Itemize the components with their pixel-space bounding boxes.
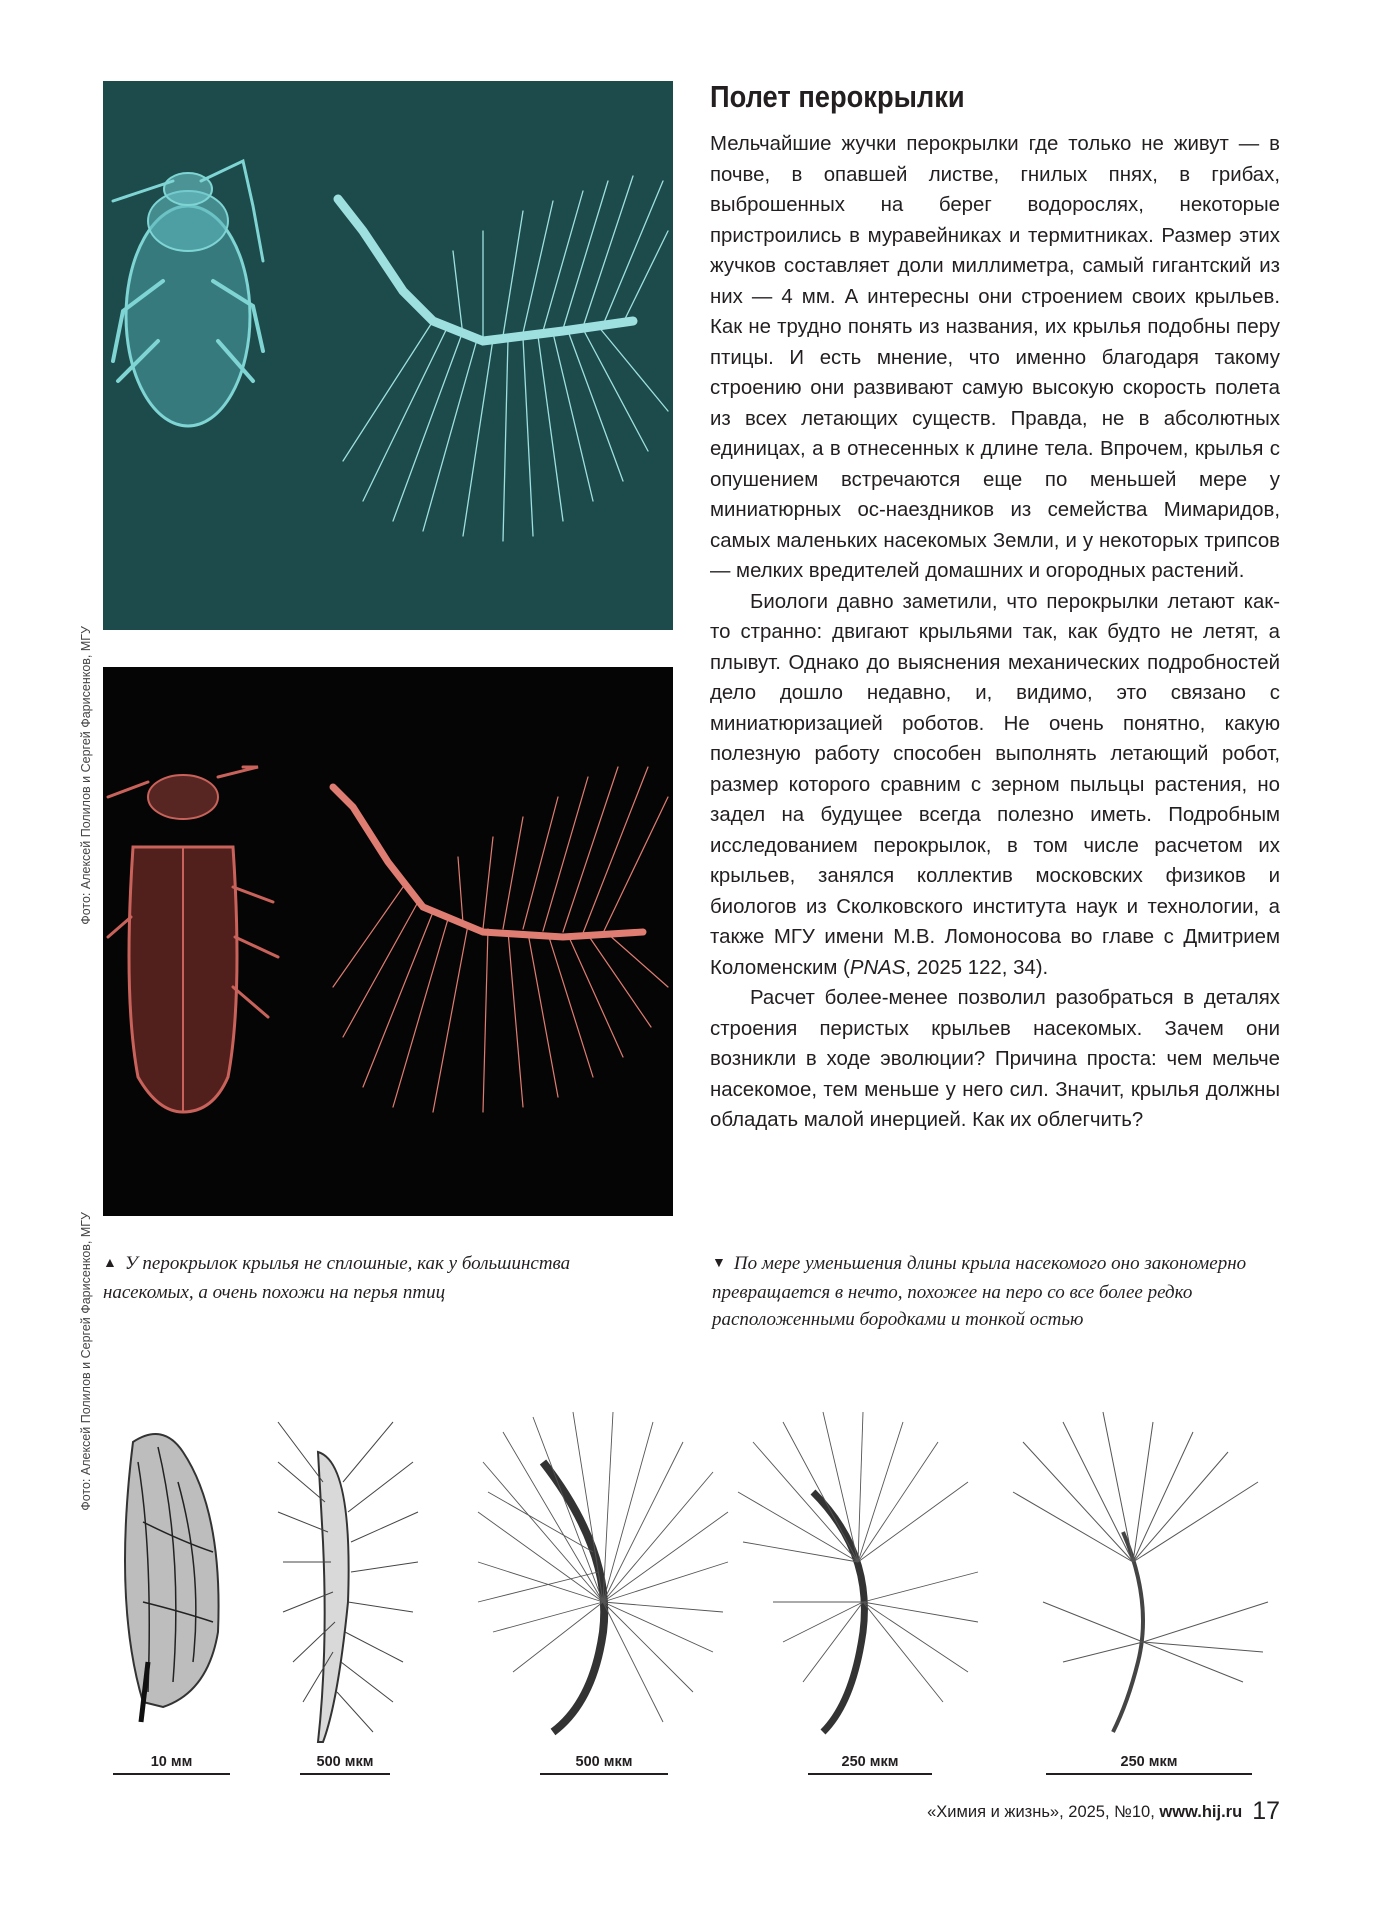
page-number: 17	[1252, 1797, 1280, 1825]
article-paragraph-3: Расчет более-менее позволил разобраться в деталях строения перистых крыльев насекомых. Зачем они возникли в ходе эволюции? Причина проста: чем мельче насекомое, тем меньше у него сил. Значит, крылья должны обладать малой инерцией. Как их облегчить?	[710, 987, 1280, 1131]
wing-series	[103, 1402, 1283, 1762]
caption-photos: ▲ У перокрылок крылья не сплошные, как у большинства насекомых, а очень похожи на перья птиц	[103, 1253, 571, 1303]
scale-bar-2: 500 мкм	[300, 1754, 390, 1775]
wing-feather-medium	[733, 1402, 983, 1762]
article	[710, 78, 1280, 1136]
scale-bar-1: 10 мм	[113, 1754, 230, 1775]
triangle-up-icon: ▲	[103, 1256, 117, 1271]
photo-beetle-cyan	[103, 81, 673, 630]
wing-feather-dense	[473, 1402, 733, 1762]
journal-citation: «Химия и жизнь», 2025, №10,	[927, 1803, 1160, 1821]
article-title: Полет перокрылки	[710, 79, 965, 114]
wing-fringed	[273, 1402, 423, 1762]
caption-wings: ▼ По мере уменьшения длины крыла насекомого оно закономерно превращается в нечто, похожее на перо со все более редко расположенными бородками и тонкой остью	[712, 1253, 1247, 1330]
beetle-wing-micrograph-red	[103, 667, 673, 1216]
wing-feather-sparse	[1003, 1402, 1273, 1762]
beetle-wing-micrograph-cyan	[103, 81, 673, 630]
triangle-down-icon: ▼	[712, 1256, 726, 1271]
journal-name: PNAS	[849, 956, 906, 979]
scale-bar-5: 250 мкм	[1046, 1754, 1252, 1775]
article-paragraph-1: Мельчайшие жучки перокрылки где только не живут — в почве, в опавшей листве, гнилых пнях, в грибах, выброшенных на берег водорослях, некоторые пристроились в муравейниках и термитниках. Размер этих жучков составляет доли миллиметра, самый гигантский из них — 4 мм. А интересны они строением своих крыльев. Как не трудно понять из названия, их крылья подобны перу птицы. И есть мнение, что именно благодаря такому строению они развивают самую высокую скорость полета из всех летающих существ. Правда, не в абсолютных единицах, а в отнесенных к длине тела. Впрочем, крылья с опушением встречаются еще по меньшей мере у миниатюрных ос-наездников из семейства Мимаридов, самых маленьких насекомых Земли, и у некоторых трипсов — мелких вредителей домашних и огородных растений.	[710, 133, 1280, 582]
photo-beetle-red	[103, 667, 673, 1216]
scale-bar-4: 250 мкм	[808, 1754, 932, 1775]
wing-solid	[103, 1402, 253, 1762]
scale-bar-3: 500 мкм	[540, 1754, 668, 1775]
page-footer	[927, 1795, 1280, 1824]
site-link[interactable]: www.hij.ru	[1159, 1803, 1243, 1821]
article-paragraph-2: Биологи давно заметили, что перокрылки летают как-то странно: двигают крыльями так, как будто не летят, а плывут. Однако до выяснения механических подробностей дело дошло недавно, и, видимо, это связано с миниатюризацией роботов. Не очень понятно, какую полезную работу способен выполнять летающий робот, размер которого сравним с зерном пыльцы растения, но задел на будущее всегда полезно иметь. Подробным исследованием перокрылок, в том числе расчетом их крыльев, занялся коллектив московских физиков и биологов из Сколковского института наук и технологии, а также МГУ имени М.В. Ломоносова во главе с Дмитрием Коломенским (PNAS, 2025 122, 34).	[710, 590, 1280, 979]
